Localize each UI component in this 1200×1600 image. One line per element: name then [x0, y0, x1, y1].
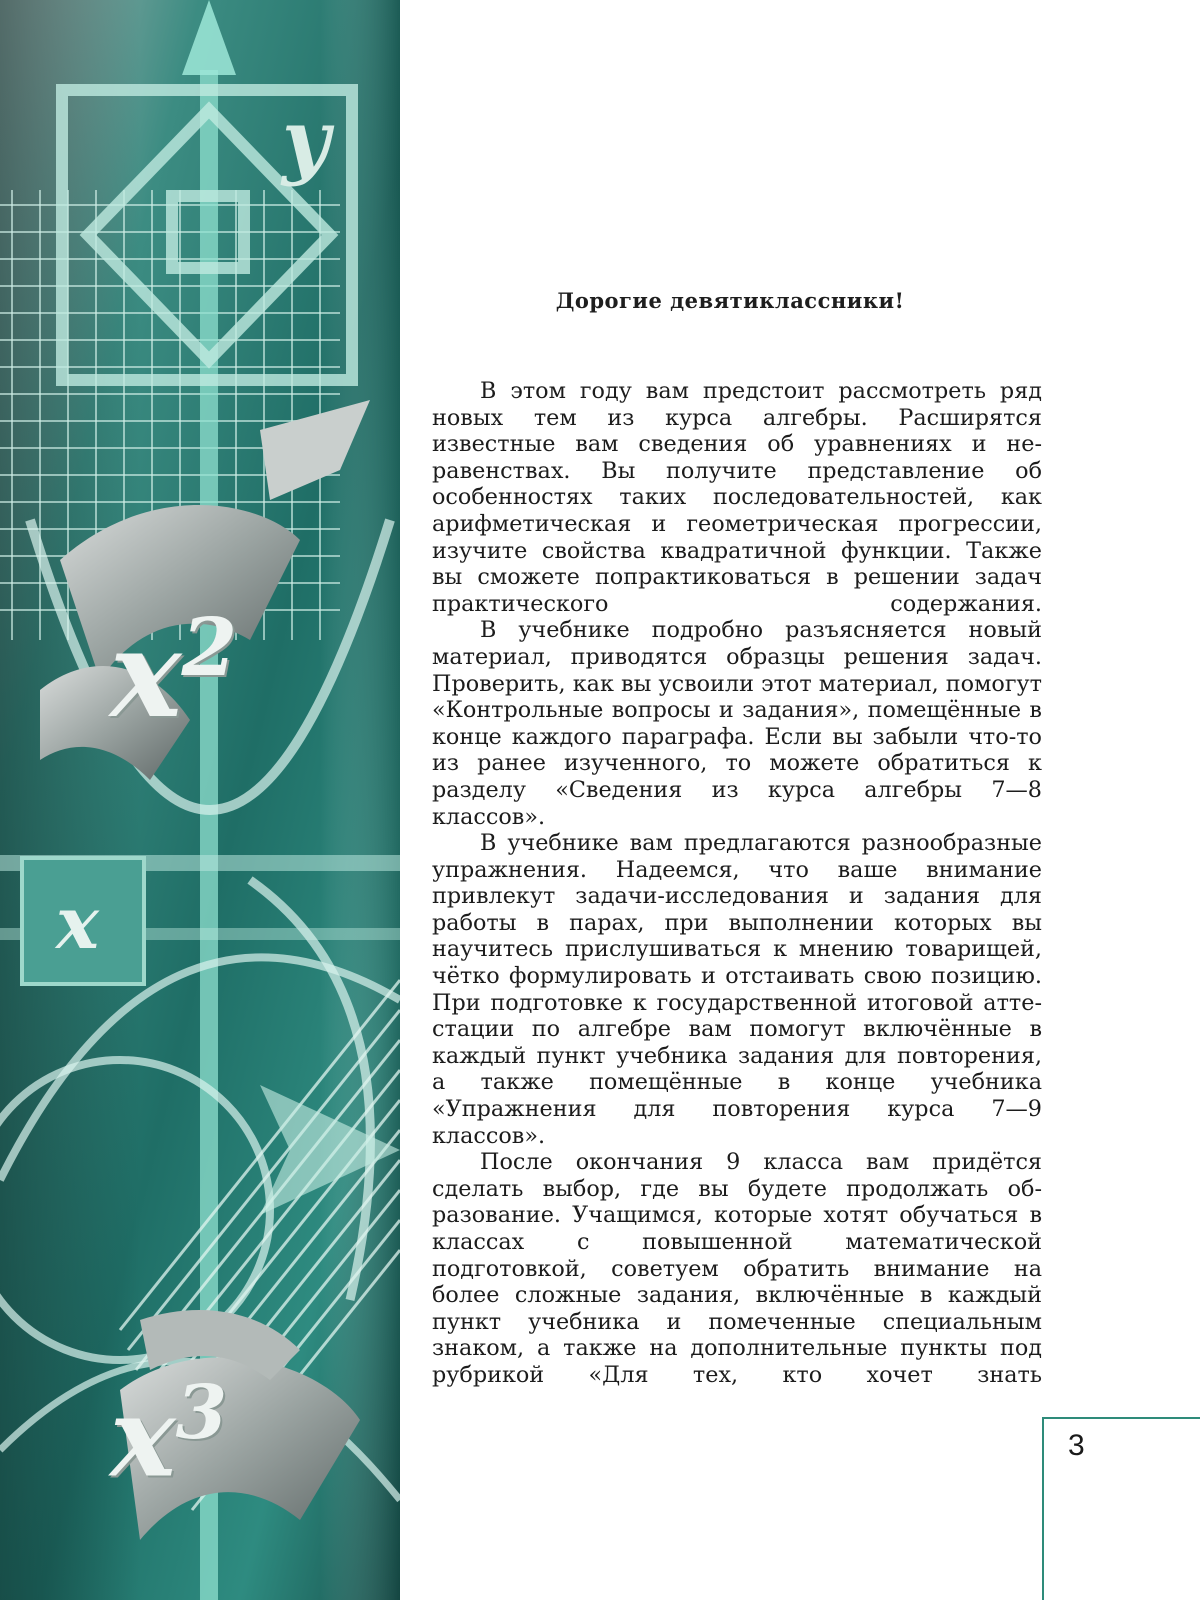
symbol-x-cubed [110, 1370, 227, 1502]
decorative-cover-panel [0, 0, 400, 1600]
symbol-x: x [56, 880, 99, 965]
paragraph-4: После окончания 9 класса вам придётся сделать выбор, где вы будете продолжать образование. Учащимся, которые хотят обучаться в классах с повышенной математической подготовкой, советуем обратить внимание на более сложные задания, включённые в каждый пункт учебника и помеченные специальным знаком, а также на дополнительные пункты под рубрикой «Для тех, кто хочет знать [432, 1149, 1042, 1388]
page-title: Дорогие девятиклассники! [555, 288, 905, 313]
symbol-y: y [282, 92, 330, 188]
body-text [432, 378, 1042, 1389]
paragraph-3: В учебнике вам предлагаются разнообразные упражнения. Надеемся, что ваше внимание привлекут задачи-исследования и задания для работы в парах, при выполнении которых вы научитесь прислушиваться к мнению товарищей, чётко формулировать и отстаивать свою позицию. При подготовке к государственной итоговой аттестации по алгебре вам помогут включённые в каждый пункт учебника задания для повторения, а также помещённые в конце учебника «Упражнения для повторения курса 7—9 классов». [432, 830, 1042, 1149]
symbol-x-squared-exp: 2 [181, 600, 238, 694]
paragraph-1: В этом году вам предстоит рассмотреть ряд новых тем из курса алгебры. Расширятся известные вам сведения об уравнениях и неравенствах. Вы получите представление об особенностях таких последовательностей, как арифметическая и геометрическая прогрессии, изучите свойства квадратичной функции. Также вы сможете попрактиковаться в решении задач практического содержания. [432, 378, 1042, 617]
symbol-x-squared [110, 600, 237, 745]
symbol-x-squared-base: x [110, 604, 182, 745]
page-number: 3 [1068, 1429, 1085, 1462]
math-illustration [0, 0, 400, 1600]
page-number-frame [1042, 1417, 1200, 1600]
paragraph-2: В учебнике подробно разъясняется новый материал, приводятся образцы решения задач. Проверить, как вы усвоили этот материал, помогут «Контрольные вопросы и задания», помещённые в конце каждого параграфа. Если вы забыли что-то из ранее изученного, то можете обратиться к разделу «Сведения из курса алгебры 7—8 классов». [432, 617, 1042, 830]
symbol-x-cubed-exp: 3 [175, 1370, 228, 1456]
symbol-x-cubed-base: x [110, 1372, 176, 1502]
